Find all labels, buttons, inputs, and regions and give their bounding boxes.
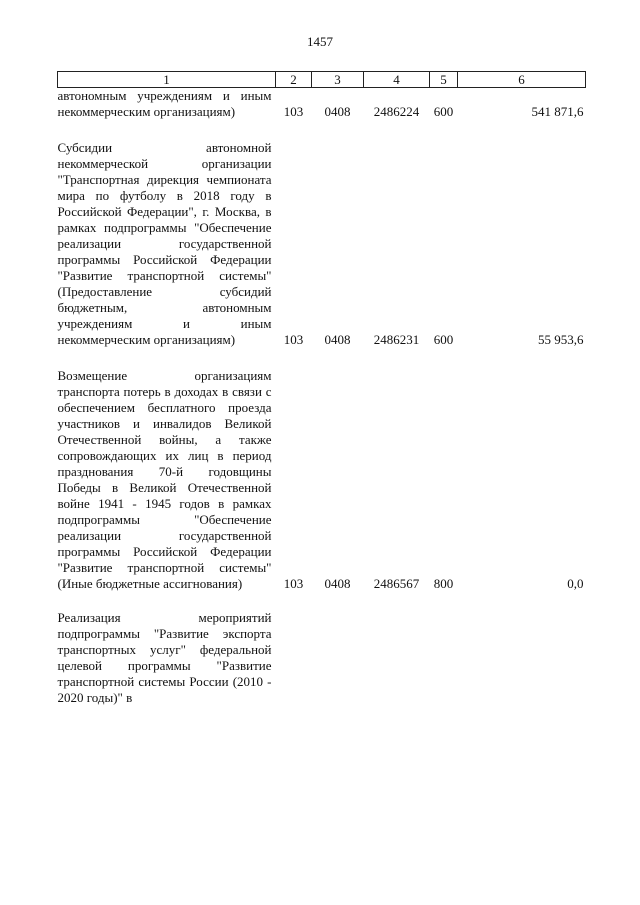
header-col-4: 4 (364, 72, 430, 88)
row-amount (458, 610, 586, 706)
header-row (58, 72, 586, 88)
table-row (58, 140, 586, 348)
row-col-2: 103 (283, 332, 304, 347)
row-col-5: 600 (433, 332, 454, 347)
table-row (58, 368, 586, 592)
row-name: Возмещение организациям транспорта потерь в доходах в связи с обеспечением бесплатного проезда участников и инвалидов Великой Отечественной войны, а также сопровождающих их лиц в период празднования 70-й годовщины Победы в Великой Отечественной войне 1941 - 1945 годов в рамках подпрограммы "Обеспечение реализации государственной программы Российской Федерации "Развитие транспортной системы" (Иные бюджетные ассигнования) (57, 368, 272, 591)
row-col-4 (364, 610, 430, 706)
table-row (58, 88, 586, 121)
row-name: автономным учреждениям и иным некоммерческим организациям) (57, 88, 272, 119)
row-col-2: 103 (283, 576, 304, 591)
page-number: 1457 (307, 34, 333, 49)
row-name: Субсидии автономной некоммерческой организации "Транспортная дирекция чемпионата мира по футболу в 2018 году в Российской Федерации", г. Москва, в рамках подпрограммы "Обеспечение реализации государственной программы Российской Федерации "Развитие транспортной системы" (Предоставление субсидий бюджетным, автономным учреждениям и иным некоммерческим организациям) (57, 140, 272, 347)
header-col-6: 6 (458, 72, 586, 88)
row-col-5: 600 (433, 104, 454, 119)
row-amount: 0,0 (567, 576, 584, 591)
row-col-3: 0408 (324, 576, 351, 591)
header-col-5: 5 (430, 72, 458, 88)
row-col-3 (312, 610, 364, 706)
row-col-2: 103 (283, 104, 304, 119)
row-col-4: 2486231 (373, 332, 420, 347)
row-amount: 55 953,6 (538, 332, 584, 347)
row-col-4: 2486567 (373, 576, 420, 591)
row-amount: 541 871,6 (531, 104, 584, 119)
header-col-3: 3 (312, 72, 364, 88)
header-col-1: 1 (58, 72, 276, 88)
row-col-2 (276, 610, 312, 706)
row-col-3: 0408 (324, 332, 351, 347)
budget-table (57, 71, 586, 706)
header-col-2: 2 (276, 72, 312, 88)
row-col-3: 0408 (324, 104, 351, 119)
table-row (58, 610, 586, 706)
row-name: Реализация мероприятий подпрограммы "Развитие экспорта транспортных услуг" федеральной целевой программы "Развитие транспортной системы России (2010 - 2020 годы)" в (57, 610, 272, 705)
row-col-5 (430, 610, 458, 706)
row-col-4: 2486224 (373, 104, 420, 119)
row-col-5: 800 (433, 576, 454, 591)
